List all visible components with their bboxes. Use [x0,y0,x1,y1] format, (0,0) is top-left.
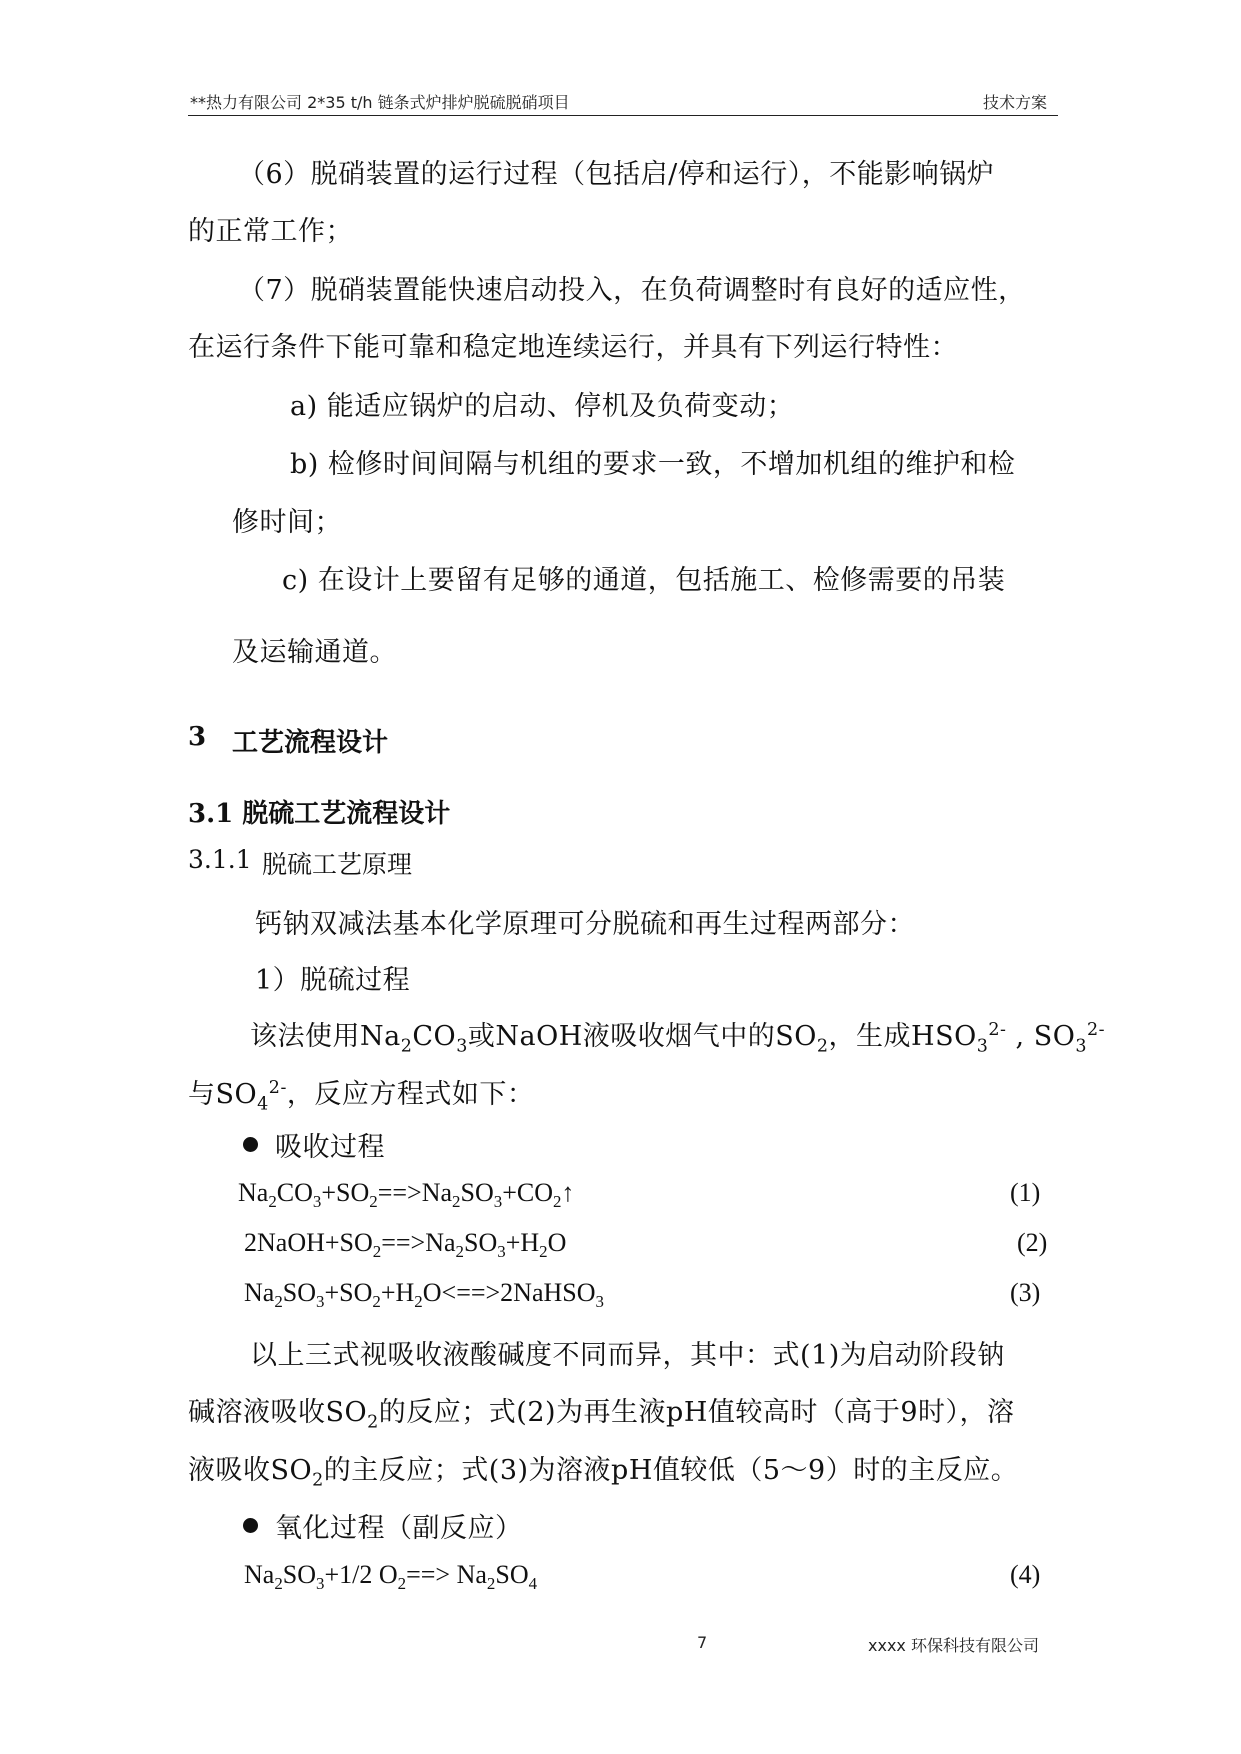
explanation-line1: 以上三式视吸收液酸碱度不同而异，其中：式(1)为启动阶段钠 [250,1340,1005,1371]
equation-2: $2NaOH+SO_2==>Na_2SO_3+H_2O$ [244,1228,567,1262]
header-divider [188,115,1058,116]
equation-1: $Na_2CO_3+SO_2==>Na_2SO_3+CO_2↑$ [238,1178,575,1212]
absorbent-description-line1: 该法使用$Na_2CO_3$或NaOH液吸收烟气中的$SO_2$，生成$HSO_3^{2-}$ , $SO_3^{2-}$ [250,1020,1106,1057]
explanation-line2: 碱溶液吸收$SO_2$的反应；式(2)为再生液pH值较高时（高于9时），溶 [188,1397,1015,1433]
equation-4-number: (4) [1010,1560,1041,1589]
bullet-dot [243,1137,258,1152]
section-3-title: 工艺流程设计 [232,728,389,758]
header-doc-type: 技术方案 [983,93,1048,112]
absorption-process-label: 吸收过程 [275,1132,385,1163]
section-3-number: 3 [188,722,207,752]
page-number: 7 [697,1633,708,1652]
section-3-1-title: 3.1 脱硫工艺流程设计 [188,799,451,829]
bullet-dot [243,1518,258,1533]
equation-1-number: (1) [1010,1178,1041,1207]
item-a: a) 能适应锅炉的启动、停机及负荷变动； [290,391,795,422]
section-3-1-1-number: 3.1.1 [188,845,252,874]
footer-company: xxxx 环保科技有限公司 [868,1636,1039,1655]
explanation-line3: 液吸收$SO_2$的主反应；式(3)为溶液pH值较低（5～9）时的主反应。 [188,1455,1019,1491]
principle-intro: 钙钠双减法基本化学原理可分脱硫和再生过程两部分： [255,909,915,940]
desulfurization-process-label: 1）脱硫过程 [255,965,411,996]
equation-2-number: (2) [1017,1228,1048,1257]
oxidation-process-label: 氧化过程（副反应） [275,1513,523,1544]
item-c-line1: c) 在设计上要留有足够的通道，包括施工、检修需要的吊装 [282,565,1006,596]
item-7-line1: （7）脱硝装置能快速启动投入，在负荷调整时有良好的适应性， [238,275,1026,306]
item-b-line1: b) 检修时间间隔与机组的要求一致，不增加机组的维护和检 [290,449,1016,480]
item-c-line2: 及运输通道。 [232,637,397,668]
header-title: **热力有限公司 2*35 t/h 链条式炉排炉脱硫脱硝项目 [190,93,570,112]
equation-3-number: (3) [1010,1278,1041,1307]
equation-4: $Na_2SO_3+1/2$ $O_2==> Na_2SO_4$ [244,1560,538,1594]
absorbent-description-line2: 与$SO_4^{2-}$，反应方程式如下： [188,1078,535,1115]
section-3-1-1-title: 脱硫工艺原理 [262,850,413,879]
item-6-line2: 的正常工作； [188,216,353,247]
equation-3: $Na_2SO_3+SO_2+H_2O<==>2NaHSO_3$ [244,1278,604,1312]
item-7-line2: 在运行条件下能可靠和稳定地连续运行，并具有下列运行特性： [188,332,958,363]
item-6-line1: （6）脱硝装置的运行过程（包括启/停和运行），不能影响锅炉 [238,159,995,190]
item-b-line2: 修时间； [232,507,342,538]
